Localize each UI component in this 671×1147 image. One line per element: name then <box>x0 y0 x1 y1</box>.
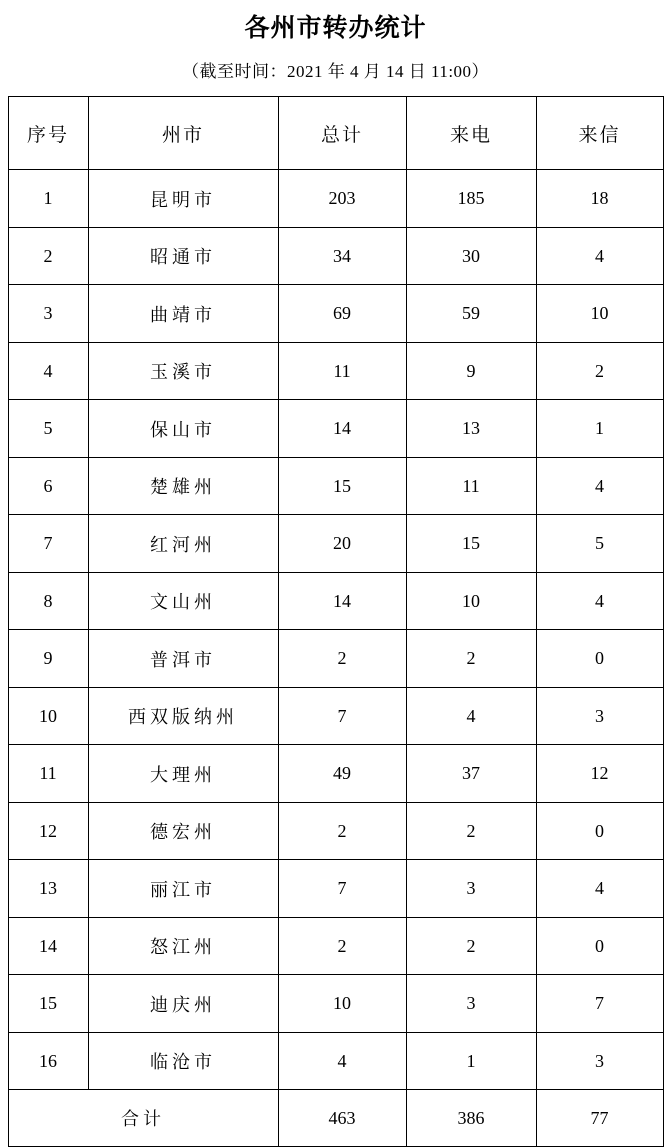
cell-index <box>8 917 88 975</box>
cell-index-text: 13 <box>39 878 57 899</box>
cell-city-text: 怒江州 <box>150 937 216 958</box>
cell-call-text: 185 <box>457 188 485 209</box>
cell-index <box>8 1032 88 1090</box>
table-row <box>8 1032 663 1090</box>
cell-city <box>88 745 278 803</box>
cell-total <box>278 170 406 228</box>
cell-letter <box>536 227 663 285</box>
table-row <box>8 745 663 803</box>
cell-call <box>406 802 536 860</box>
cell-index <box>8 745 88 803</box>
cell-total <box>278 687 406 745</box>
cell-call-text: 3 <box>466 993 476 1014</box>
cell-letter-text: 3 <box>595 1050 604 1071</box>
cell-city <box>88 975 278 1033</box>
cell-letter-text: 4 <box>595 245 604 266</box>
table-total-row <box>8 1090 663 1147</box>
cell-index <box>8 227 88 285</box>
cell-city <box>88 342 278 400</box>
cell-index-text: 10 <box>39 705 57 726</box>
cell-call <box>406 400 536 458</box>
cell-city-text: 保山市 <box>150 419 216 440</box>
cell-total-sum-text: 463 <box>328 1107 356 1128</box>
cell-city <box>88 687 278 745</box>
table-row <box>8 687 663 745</box>
cell-total-text: 15 <box>333 475 351 496</box>
cell-city-text: 临沧市 <box>150 1052 216 1073</box>
cell-total <box>278 400 406 458</box>
cell-city-text: 文山州 <box>150 592 216 613</box>
cell-letter-sum-text: 77 <box>590 1107 609 1128</box>
cell-letter-text: 4 <box>595 590 604 611</box>
column-header-city: 州市 <box>88 97 278 170</box>
cell-city-text: 红河州 <box>150 534 216 555</box>
cell-total <box>278 1032 406 1090</box>
cell-index-text: 14 <box>39 935 57 956</box>
cell-total <box>278 860 406 918</box>
cell-letter <box>536 515 663 573</box>
cell-call-text: 3 <box>466 878 476 899</box>
cell-total-text: 2 <box>337 820 347 841</box>
cell-total <box>278 630 406 688</box>
cell-index-text: 8 <box>43 590 53 611</box>
cell-index-text: 12 <box>39 820 57 841</box>
cell-call-text: 4 <box>466 705 476 726</box>
cell-call-text: 37 <box>462 763 480 784</box>
cell-letter-text: 3 <box>595 705 604 726</box>
cell-index-text: 16 <box>39 1050 57 1071</box>
cell-letter <box>536 802 663 860</box>
cell-city <box>88 170 278 228</box>
table-header-row <box>8 97 663 170</box>
cell-call-text: 30 <box>462 245 480 266</box>
cell-city <box>88 227 278 285</box>
cell-total-label-text: 合计 <box>121 1109 165 1130</box>
cell-total <box>278 572 406 630</box>
cell-total-label <box>8 1090 278 1147</box>
cell-index <box>8 630 88 688</box>
cell-letter <box>536 400 663 458</box>
cell-letter-text: 2 <box>595 360 604 381</box>
cell-total <box>278 515 406 573</box>
cell-letter <box>536 457 663 515</box>
cell-letter-text: 10 <box>590 303 609 324</box>
column-header-letter: 来信 <box>536 97 663 170</box>
cell-city <box>88 572 278 630</box>
cell-index-text: 15 <box>39 993 57 1014</box>
cell-call <box>406 1032 536 1090</box>
cell-city <box>88 802 278 860</box>
cell-call-sum <box>406 1090 536 1147</box>
cell-city-text: 昭通市 <box>150 247 216 268</box>
cell-index <box>8 860 88 918</box>
table-row <box>8 860 663 918</box>
cell-index-text: 3 <box>43 303 53 324</box>
cell-total-text: 7 <box>337 878 347 899</box>
cell-total <box>278 802 406 860</box>
cell-index <box>8 515 88 573</box>
cell-index <box>8 400 88 458</box>
cell-letter <box>536 170 663 228</box>
cell-total-text: 2 <box>337 935 347 956</box>
cell-city-text: 玉溪市 <box>150 362 216 383</box>
cell-index-text: 4 <box>43 360 53 381</box>
cell-call-text: 11 <box>462 475 480 496</box>
cell-letter-text: 0 <box>595 648 604 669</box>
cell-letter-text: 1 <box>595 418 604 439</box>
cell-call <box>406 457 536 515</box>
table-row <box>8 285 663 343</box>
table-row <box>8 457 663 515</box>
cell-total-text: 10 <box>333 993 351 1014</box>
table-row <box>8 227 663 285</box>
cell-city <box>88 1032 278 1090</box>
cell-index <box>8 687 88 745</box>
cell-letter <box>536 285 663 343</box>
table-row <box>8 515 663 573</box>
cell-total-text: 69 <box>333 303 351 324</box>
cell-call <box>406 975 536 1033</box>
cell-letter <box>536 745 663 803</box>
cell-call <box>406 630 536 688</box>
cell-index <box>8 572 88 630</box>
cell-index-text: 5 <box>43 418 53 439</box>
column-header-call: 来电 <box>406 97 536 170</box>
cell-letter-text: 5 <box>595 533 604 554</box>
cell-call-text: 9 <box>466 360 476 381</box>
cell-letter-text: 4 <box>595 475 604 496</box>
cell-city-text: 楚雄州 <box>150 477 216 498</box>
table-row <box>8 630 663 688</box>
table-row <box>8 400 663 458</box>
cell-city <box>88 515 278 573</box>
cell-city-text: 迪庆州 <box>150 994 216 1015</box>
cell-letter-text: 4 <box>595 878 604 899</box>
cell-letter <box>536 917 663 975</box>
cell-index-text: 6 <box>43 475 53 496</box>
cell-total-text: 2 <box>337 648 347 669</box>
cell-total-text: 203 <box>328 188 356 209</box>
cell-city-text: 丽江市 <box>150 879 216 900</box>
cell-city <box>88 917 278 975</box>
page-title: 各州市转办统计 <box>244 15 427 42</box>
cell-total-text: 11 <box>333 360 351 381</box>
cell-letter-text: 0 <box>595 935 604 956</box>
page-subtitle: （截至时间：2021 年 4 月 14 日 11:00） <box>181 62 490 81</box>
cell-letter <box>536 687 663 745</box>
cell-city-text: 曲靖市 <box>150 304 216 325</box>
cell-city <box>88 630 278 688</box>
cell-total-text: 34 <box>333 245 351 266</box>
cell-total <box>278 745 406 803</box>
cell-call <box>406 745 536 803</box>
cell-call <box>406 342 536 400</box>
table-row <box>8 572 663 630</box>
cell-index <box>8 342 88 400</box>
cell-index-text: 9 <box>43 648 53 669</box>
cell-total-text: 14 <box>333 418 351 439</box>
cell-city <box>88 457 278 515</box>
cell-letter-text: 12 <box>590 763 609 784</box>
statistics-table <box>8 96 664 1147</box>
cell-total <box>278 917 406 975</box>
cell-letter-text: 18 <box>590 188 609 209</box>
cell-city <box>88 860 278 918</box>
cell-city-text: 西双版纳州 <box>128 707 238 728</box>
cell-letter-sum <box>536 1090 663 1147</box>
table-row <box>8 342 663 400</box>
table-row <box>8 170 663 228</box>
cell-index-text: 11 <box>39 763 57 784</box>
document-page <box>0 14 671 1142</box>
cell-total <box>278 457 406 515</box>
cell-index <box>8 285 88 343</box>
cell-city <box>88 400 278 458</box>
cell-letter <box>536 975 663 1033</box>
cell-index-text: 7 <box>43 533 53 554</box>
cell-letter <box>536 342 663 400</box>
cell-call-text: 2 <box>466 935 476 956</box>
cell-letter-text: 7 <box>595 993 604 1014</box>
cell-total-text: 20 <box>333 533 351 554</box>
cell-city-text: 昆明市 <box>150 189 216 210</box>
table-body <box>8 170 663 1147</box>
cell-letter <box>536 1032 663 1090</box>
cell-total <box>278 975 406 1033</box>
table-row <box>8 802 663 860</box>
cell-total-text: 14 <box>333 590 351 611</box>
cell-city-text: 德宏州 <box>150 822 216 843</box>
cell-letter <box>536 630 663 688</box>
cell-index <box>8 170 88 228</box>
table-row <box>8 975 663 1033</box>
cell-total <box>278 342 406 400</box>
table-row <box>8 917 663 975</box>
cell-call-sum-text: 386 <box>457 1107 485 1128</box>
cell-letter <box>536 860 663 918</box>
cell-total-sum <box>278 1090 406 1147</box>
cell-city <box>88 285 278 343</box>
cell-total-text: 49 <box>333 763 351 784</box>
cell-total-text: 4 <box>337 1050 347 1071</box>
cell-index <box>8 975 88 1033</box>
table-header <box>8 97 663 170</box>
cell-call-text: 2 <box>466 648 476 669</box>
cell-call-text: 59 <box>462 303 480 324</box>
cell-call <box>406 917 536 975</box>
cell-total <box>278 227 406 285</box>
cell-total-text: 7 <box>337 705 347 726</box>
cell-city-text: 大理州 <box>150 764 216 785</box>
cell-index-text: 2 <box>43 245 53 266</box>
cell-total <box>278 285 406 343</box>
cell-index-text: 1 <box>43 188 53 209</box>
cell-call <box>406 687 536 745</box>
cell-letter <box>536 572 663 630</box>
cell-call <box>406 860 536 918</box>
cell-call-text: 15 <box>462 533 480 554</box>
cell-call <box>406 285 536 343</box>
cell-call <box>406 572 536 630</box>
cell-index <box>8 802 88 860</box>
cell-index <box>8 457 88 515</box>
column-header-index: 序号 <box>8 97 88 170</box>
column-header-total: 总计 <box>278 97 406 170</box>
cell-call <box>406 170 536 228</box>
cell-letter-text: 0 <box>595 820 604 841</box>
cell-city-text: 普洱市 <box>150 649 216 670</box>
cell-call-text: 2 <box>466 820 476 841</box>
cell-call <box>406 515 536 573</box>
cell-call <box>406 227 536 285</box>
cell-call-text: 10 <box>462 590 480 611</box>
cell-call-text: 13 <box>462 418 480 439</box>
cell-call-text: 1 <box>466 1050 476 1071</box>
